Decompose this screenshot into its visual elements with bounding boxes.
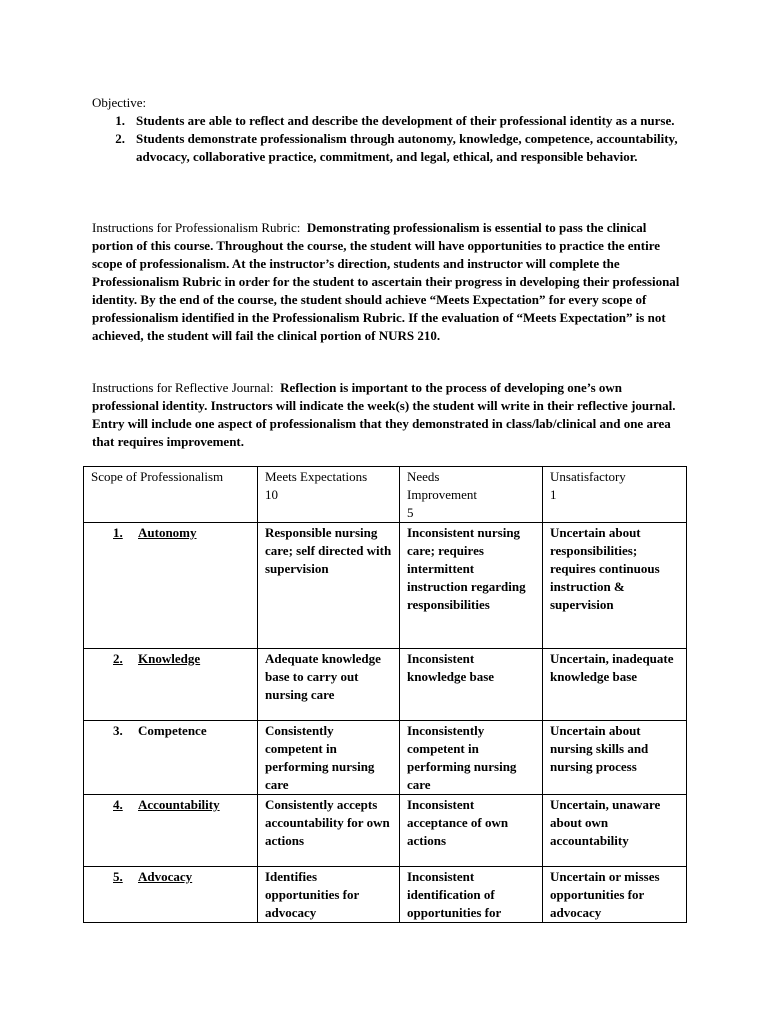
- objective-item-text: Students demonstrate professionalism through autonomy, knowledge, competence, accountability, advocacy, collaborative practice, commitment, and legal, ethical, and responsible behavior.: [136, 130, 678, 164]
- meets-cell: Adequate knowledge base to carry out nursing care: [258, 649, 400, 721]
- scope-label: Advocacy: [138, 869, 193, 884]
- objective-section: [92, 94, 692, 165]
- scope-cell: 4. Accountability: [84, 795, 258, 867]
- meets-cell: Responsible nursing care; self directed with supervision: [258, 523, 400, 649]
- table-header-row: [84, 467, 687, 523]
- objective-item-text: Students are able to reflect and describe the development of their professional identity as a nurse.: [136, 113, 675, 128]
- header-scope: Scope of Professionalism: [84, 467, 258, 523]
- header-meets-expectations: Meets Expectations 10: [258, 467, 400, 523]
- unsat-cell: Uncertain, unaware about own accountability: [543, 795, 687, 867]
- needs-cell: Inconsistent identification of opportunities for: [400, 867, 543, 923]
- table-row: [84, 649, 687, 721]
- needs-cell: Inconsistent nursing care; requires intermittent instruction regarding responsibilities: [400, 523, 543, 649]
- scope-label: Accountability: [138, 797, 220, 812]
- table-row: [84, 721, 687, 795]
- needs-cell: Inconsistent knowledge base: [400, 649, 543, 721]
- meets-cell: Consistently accepts accountability for own actions: [258, 795, 400, 867]
- rubric-instructions: [92, 219, 688, 345]
- unsat-cell: Uncertain, inadequate knowledge base: [543, 649, 687, 721]
- objective-item-number: 1.: [115, 113, 125, 128]
- unsat-cell: Uncertain about responsibilities; requires continuous instruction & supervision: [543, 523, 687, 649]
- objective-item: [92, 112, 692, 130]
- scope-cell: 5. Advocacy: [84, 867, 258, 923]
- header-needs-improvement: Needs Improvement 5: [400, 467, 543, 523]
- scope-label: Competence: [138, 723, 207, 738]
- journal-instructions: [92, 379, 688, 451]
- meets-cell: Identifies opportunities for advocacy: [258, 867, 400, 923]
- journal-instructions-text: Reflection is important to the process of developing one’s own professional identity. Instructors will indicate the week(s) the student will write in their reflective journal. Entry will include one aspect of professionalism that they demonstrated in class/lab/clinical and one area that requires improvement.: [92, 380, 676, 449]
- scope-cell: 3. Competence: [84, 721, 258, 795]
- scope-label: Knowledge: [138, 651, 201, 666]
- header-unsatisfactory: Unsatisfactory 1: [543, 467, 687, 523]
- professionalism-rubric-table: [83, 466, 687, 923]
- table-row: [84, 867, 687, 923]
- scope-cell: 2. Knowledge: [84, 649, 258, 721]
- scope-cell: 1. Autonomy: [84, 523, 258, 649]
- needs-cell: Inconsistent acceptance of own actions: [400, 795, 543, 867]
- objective-item-number: 2.: [115, 130, 125, 146]
- objective-item: [92, 130, 692, 166]
- objective-list: [92, 112, 692, 165]
- rubric-instructions-label: Instructions for Professionalism Rubric:: [92, 220, 301, 235]
- scope-label: Autonomy: [138, 525, 197, 540]
- meets-cell: Consistently competent in performing nursing care: [258, 721, 400, 795]
- table-row: [84, 523, 687, 649]
- unsat-cell: Uncertain about nursing skills and nursing process: [543, 721, 687, 795]
- journal-instructions-label: Instructions for Reflective Journal:: [92, 380, 274, 395]
- objective-title: Objective:: [92, 95, 147, 110]
- unsat-cell: Uncertain or misses opportunities for advocacy: [543, 867, 687, 923]
- table-row: [84, 795, 687, 867]
- rubric-instructions-text: Demonstrating professionalism is essential to pass the clinical portion of this course. Throughout the course, the student will have opportunities to practice the entire scope of professionalism. At the instructor’s direction, students and instructor will complete the Professionalism Rubric in order for the student to ascertain their progress in developing their professional identity. By the end of the course, the student should achieve “Meets Expectation” for every scope of professionalism identified in the Professionalism Rubric. If the evaluation of “Meets Expectation” is not achieved, the student will fail the clinical portion of NURS 210.: [92, 220, 680, 343]
- needs-cell: Inconsistently competent in performing nursing care: [400, 721, 543, 795]
